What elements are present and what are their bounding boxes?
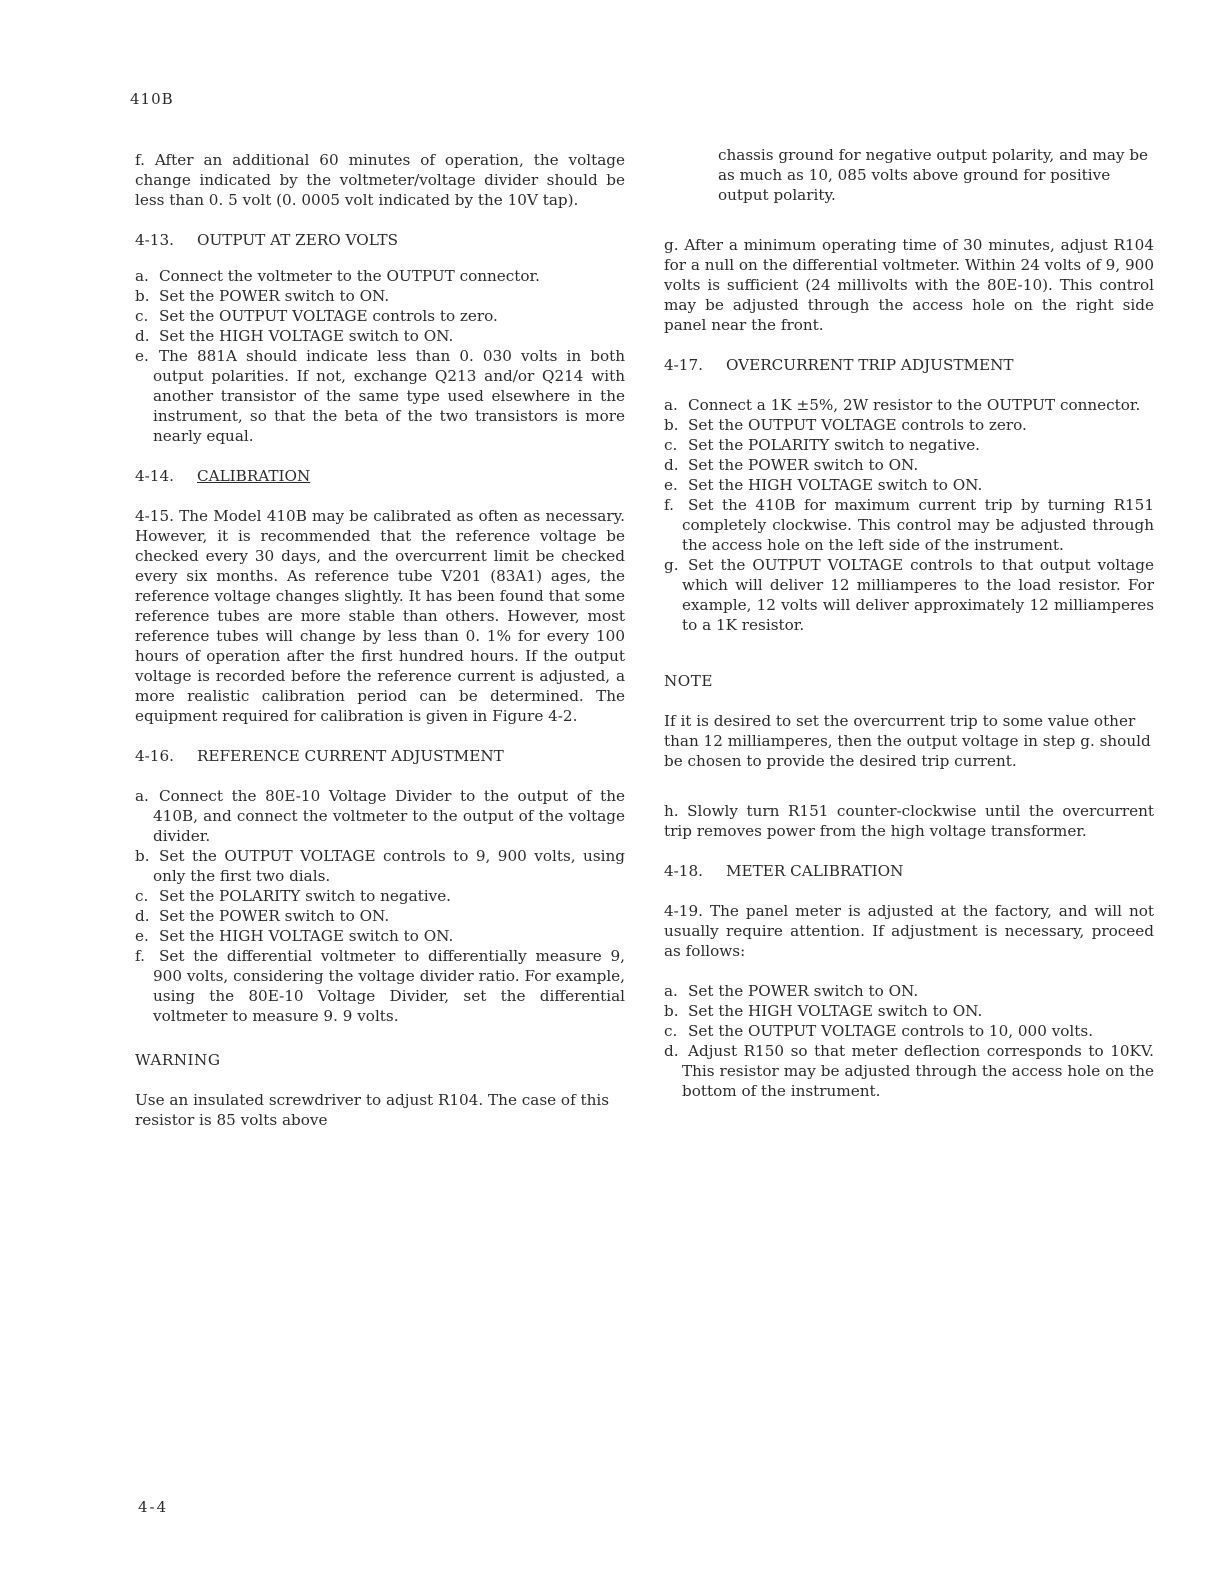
left-column [135,150,625,1130]
section-heading-4-17 [664,355,1154,375]
paragraph-4-15: 4-15. The Model 410B may be calibrated as often as necessary. However, it is recommended that the reference voltage be checked every 30 days, and the overcurrent limit be checked every six months. As reference tube V201 (83A1) ages, the reference voltage changes slightly. It has been found that some reference tubes are more stable than others. However, most reference tubes will change by less than 0. 1% for every 100 hours of operation after the first hundred hours. If the output voltage is recorded before the reference current is adjusted, a more realistic calibration period can be determined. The equipment required for calibration is given in Figure 4-2. [135,507,625,725]
steps-4-13 [135,266,625,446]
steps-4-16 [135,786,625,1026]
list-item: a. Connect the voltmeter to the OUTPUT connector. [135,267,540,285]
paragraph-f: f. After an additional 60 minutes of operation, the voltage change indicated by the voltmeter/voltage divider should be less than 0. 5 volt (0. 0005 volt indicated by the 10V tap). [135,151,625,209]
section-heading-4-16 [135,746,625,766]
section-title: OVERCURRENT TRIP ADJUSTMENT [726,356,1014,374]
section-title: OUTPUT AT ZERO VOLTS [197,231,399,249]
list-item: g. Set the OUTPUT VOLTAGE controls to that output voltage which will deliver 12 milliamperes to the load resistor. For example, 12 volts will deliver approximately 12 milliamperes to a 1K resistor. [664,556,1154,634]
section-heading-4-18 [664,861,1154,881]
list-item: c. Set the POLARITY switch to negative. [135,887,452,905]
list-item: d. Set the POWER switch to ON. [664,456,919,474]
section-number: 4-18. [664,862,703,880]
warning-title: WARNING [135,1051,221,1069]
section-number: 4-13. [135,231,174,249]
list-item: b. Set the OUTPUT VOLTAGE controls to 9, 900 volts, using only the first two dials. [135,847,625,885]
list-item: e. Set the HIGH VOLTAGE switch to ON. [664,476,983,494]
warning-text: Use an insulated screwdriver to adjust R104. The case of this resistor is 85 volts above [135,1091,610,1129]
section-heading-4-14 [135,466,625,486]
section-title: METER CALIBRATION [726,862,904,880]
section-number: 4-17. [664,356,703,374]
steps-4-19 [664,981,1154,1101]
list-item: e. Set the HIGH VOLTAGE switch to ON. [135,927,454,945]
section-title: CALIBRATION [197,467,311,485]
page-identifier: 410B [130,90,174,108]
list-item: f. Set the differential voltmeter to differentially measure 9, 900 volts, considering the voltage divider ratio. For example, using the 80E-10 Voltage Divider, set the differential voltmeter to measure 9. 9 volts. [135,947,625,1025]
list-item: c. Set the OUTPUT VOLTAGE controls to 10, 000 volts. [664,1022,1094,1040]
paragraph-4-19: 4-19. The panel meter is adjusted at the factory, and will not usually require attention. If adjustment is necessary, proceed as follows: [664,902,1154,960]
section-number: 4-16. [135,747,174,765]
list-item: b. Set the POWER switch to ON. [135,287,390,305]
list-item: c. Set the OUTPUT VOLTAGE controls to zero. [135,307,498,325]
list-item: c. Set the POLARITY switch to negative. [664,436,981,454]
paragraph-g: g. After a minimum operating time of 30 minutes, adjust R104 for a null on the differential voltmeter. Within 24 volts of 9, 900 volts is sufficient (24 millivolts with the 80E-10). This control may be adjusted through the access hole on the right side panel near the front. [664,236,1154,334]
list-item: a. Connect a 1K ±5%, 2W resistor to the OUTPUT connector. [664,396,1141,414]
note-title: NOTE [664,672,713,690]
list-item: b. Set the OUTPUT VOLTAGE controls to zero. [664,416,1027,434]
list-item: a. Connect the 80E-10 Voltage Divider to the output of the 410B, and connect the voltmeter to the output of the voltage divider. [135,787,625,845]
section-title: REFERENCE CURRENT ADJUSTMENT [197,747,504,765]
list-item: f. Set the 410B for maximum current trip by turning R151 completely clockwise. This control may be adjusted through the access hole on the left side of the instrument. [664,496,1154,554]
warning-text-continued: chassis ground for negative output polarity, and may be as much as 10, 085 volts above ground for positive output polarity. [718,146,1149,204]
paragraph-h: h. Slowly turn R151 counter-clockwise until the overcurrent trip removes power from the high voltage transformer. [664,802,1154,840]
list-item: d. Adjust R150 so that meter deflection corresponds to 10KV. This resistor may be adjusted through the access hole on the bottom of the instrument. [664,1042,1154,1100]
page-number: 4-4 [138,1498,169,1516]
list-item: a. Set the POWER switch to ON. [664,982,919,1000]
right-column [664,145,1154,1101]
section-number: 4-14. [135,467,174,485]
list-item: b. Set the HIGH VOLTAGE switch to ON. [664,1002,983,1020]
list-item: d. Set the POWER switch to ON. [135,907,390,925]
steps-4-17 [664,395,1154,635]
note-text: If it is desired to set the overcurrent trip to some value other than 12 milliamperes, then the output voltage in step g. should be chosen to provide the desired trip current. [664,712,1151,770]
list-item: d. Set the HIGH VOLTAGE switch to ON. [135,327,454,345]
section-heading-4-13 [135,230,625,250]
list-item: e. The 881A should indicate less than 0. 030 volts in both output polarities. If not, exchange Q213 and/or Q214 with another transistor of the same type used elsewhere in the instrument, so that the beta of the two transistors is more nearly equal. [135,347,625,445]
